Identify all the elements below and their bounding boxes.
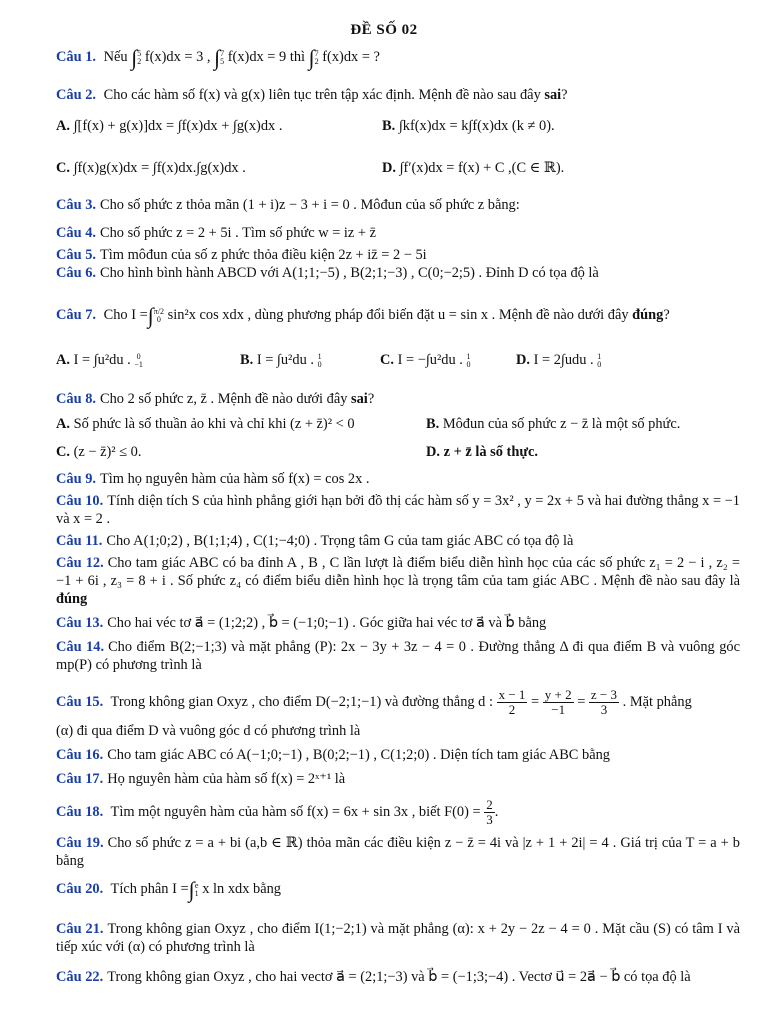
- question-4: Câu 4. Cho số phức z = 2 + 5i . Tìm số phức w = iz + z̄: [56, 225, 377, 241]
- option-d: D. I = 2∫udu . 1 0: [516, 351, 602, 369]
- option-b: B. I = ∫u²du . 1 0: [240, 351, 322, 369]
- question-13: Câu 13. Cho hai véc tơ a⃗ = (1;2;2) , b⃗ = (−1;0;−1) . Góc giữa hai véc tơ a⃗ và b⃗ bằng: [56, 615, 547, 631]
- question-label: Câu 1.: [56, 49, 96, 65]
- question-17: Câu 17. Họ nguyên hàm của hàm số f(x) = 2ˣ⁺¹ là: [56, 771, 346, 787]
- integral-sign: ∫: [147, 303, 154, 328]
- option-a: A. Số phức là số thuần ảo khi và chỉ khi (z + z̄)² < 0: [56, 416, 355, 432]
- integral-sign: ∫: [188, 877, 195, 902]
- question-5: Câu 5. Tìm môđun của số z phức thỏa điều kiện 2z + iz̄ = 2 − 5i: [56, 247, 427, 263]
- integral-sign: ∫: [308, 45, 315, 70]
- question-16: Câu 16. Cho tam giác ABC có A(−1;0;−1) , B(0;2;−1) , C(1;2;0) . Diện tích tam giác ABC bằng: [56, 747, 610, 763]
- option-a: A. ∫[f(x) + g(x)]dx = ∫f(x)dx + ∫g(x)dx .: [56, 118, 283, 134]
- question-3: Câu 3. Cho số phức z thỏa mãn (1 + i)z − 3 + i = 0 . Môđun của số phức z bằng:: [56, 197, 520, 213]
- question-11: Câu 11. Cho A(1;0;2) , B(1;1;4) , C(1;−4;0) . Trọng tâm G của tam giác ABC có tọa độ là: [56, 533, 574, 549]
- question-22: Câu 22. Trong không gian Oxyz , cho hai vectơ a⃗ = (2;1;−3) và b⃗ = (−1;3;−4) . Vectơ u⃗ = 2a⃗ − b⃗ có tọa độ là: [56, 969, 691, 985]
- question-7: Câu 7. Cho I =∫π/2 0 sin²x cos xdx , dùng phương pháp đổi biến đặt u = sin x . Mệnh đề nào dưới đây đúng?: [56, 303, 670, 328]
- question-6: Câu 6. Cho hình bình hành ABCD với A(1;1;−5) , B(2;1;−3) , C(0;−2;5) . Đỉnh D có tọa độ là: [56, 265, 599, 281]
- page-title: ĐỀ SỐ 02: [350, 22, 418, 38]
- question-21: Câu 21. Trong không gian Oxyz , cho điểm I(1;−2;1) và mặt phẳng (α): x + 2y − 2z − 4 = 0 . Mặt cầu (S) có tâm I và tiếp xúc với (α) có phương trình là: [56, 921, 740, 955]
- question-2: Câu 2. Cho các hàm số f(x) và g(x) liên tục trên tập xác định. Mệnh đề nào sau đây sai?: [56, 87, 568, 103]
- question-10: Câu 10. Tính diện tích S của hình phẳng giới hạn bởi đồ thị các hàm số y = 3x² , y = 2x + 5 và hai đường thẳng x = −1 và x = 2 .: [56, 493, 740, 527]
- option-a: A. I = ∫u²du . 0 −1: [56, 351, 143, 369]
- option-c: C. I = −∫u²du . 1 0: [380, 351, 471, 369]
- option-c: C. (z − z̄)² ≤ 0.: [56, 444, 142, 460]
- integral-sign: ∫: [214, 45, 221, 70]
- question-8: Câu 8. Cho 2 số phức z, z̄ . Mệnh đề nào dưới đây sai?: [56, 391, 375, 407]
- question-20: Câu 20. Tích phân I =∫e 1 x ln xdx bằng: [56, 877, 281, 902]
- question-15: Câu 15. Trong không gian Oxyz , cho điểm D(−2;1;−1) và đường thẳng d : $\frac{x - 1}{2}$ = $\frac{y + 2}{-1}$ = $\frac{z - 3}{3}$ . Mặt phẳng: [56, 687, 692, 717]
- question-19: Câu 19. Cho số phức z = a + bi (a,b ∈ ℝ) thỏa mãn các điều kiện z − z̄ = 4i và |z + 1 + 2i| = 4 . Giá trị của T = a + b bằng: [56, 835, 740, 869]
- integral-sign: ∫: [131, 45, 138, 70]
- question-12: Câu 12. Cho tam giác ABC có ba đỉnh A , B , C lần lượt là điểm biểu diễn hình học của các số phức z₁ = 2 − i , z₂ = −1 + 6i , z₃ = 8 + i . Số phức z₄ có điểm biểu diễn hình học là trọng tâm của tam giác ABC . Mệnh đề nào sau đây là đúng: [56, 555, 740, 607]
- question-15-cont: (α) đi qua điểm D và vuông góc d có phương trình là: [56, 723, 361, 739]
- option-d: D. ∫f′(x)dx = f(x) + C ,(C ∈ ℝ).: [382, 160, 565, 176]
- question-14: Câu 14. Cho điểm B(2;−1;3) và mặt phẳng (P): 2x − 3y + 3z − 4 = 0 . Đường thẳng Δ đi qua điểm B và vuông góc mp(P) có phương trình là: [56, 639, 740, 673]
- option-b: B. Môđun của số phức z − z̄ là một số phức.: [426, 416, 681, 432]
- question-9: Câu 9. Tìm họ nguyên hàm của hàm số f(x) = cos 2x .: [56, 471, 370, 487]
- question-1: Câu 1. Nếu ∫5 2 f(x)dx = 3 , ∫7 5 f(x)dx = 9 thì ∫7 2 f(x)dx = ?: [56, 45, 380, 70]
- option-c: C. ∫f(x)g(x)dx = ∫f(x)dx.∫g(x)dx .: [56, 160, 246, 176]
- question-18: Câu 18. Tìm một nguyên hàm của hàm số f(x) = 6x + sin 3x , biết F(0) = $\frac{2}{3}$ .: [56, 797, 499, 827]
- option-b: B. ∫kf(x)dx = k∫f(x)dx (k ≠ 0).: [382, 118, 555, 134]
- option-d: D. z + z̄ là số thực.: [426, 444, 538, 460]
